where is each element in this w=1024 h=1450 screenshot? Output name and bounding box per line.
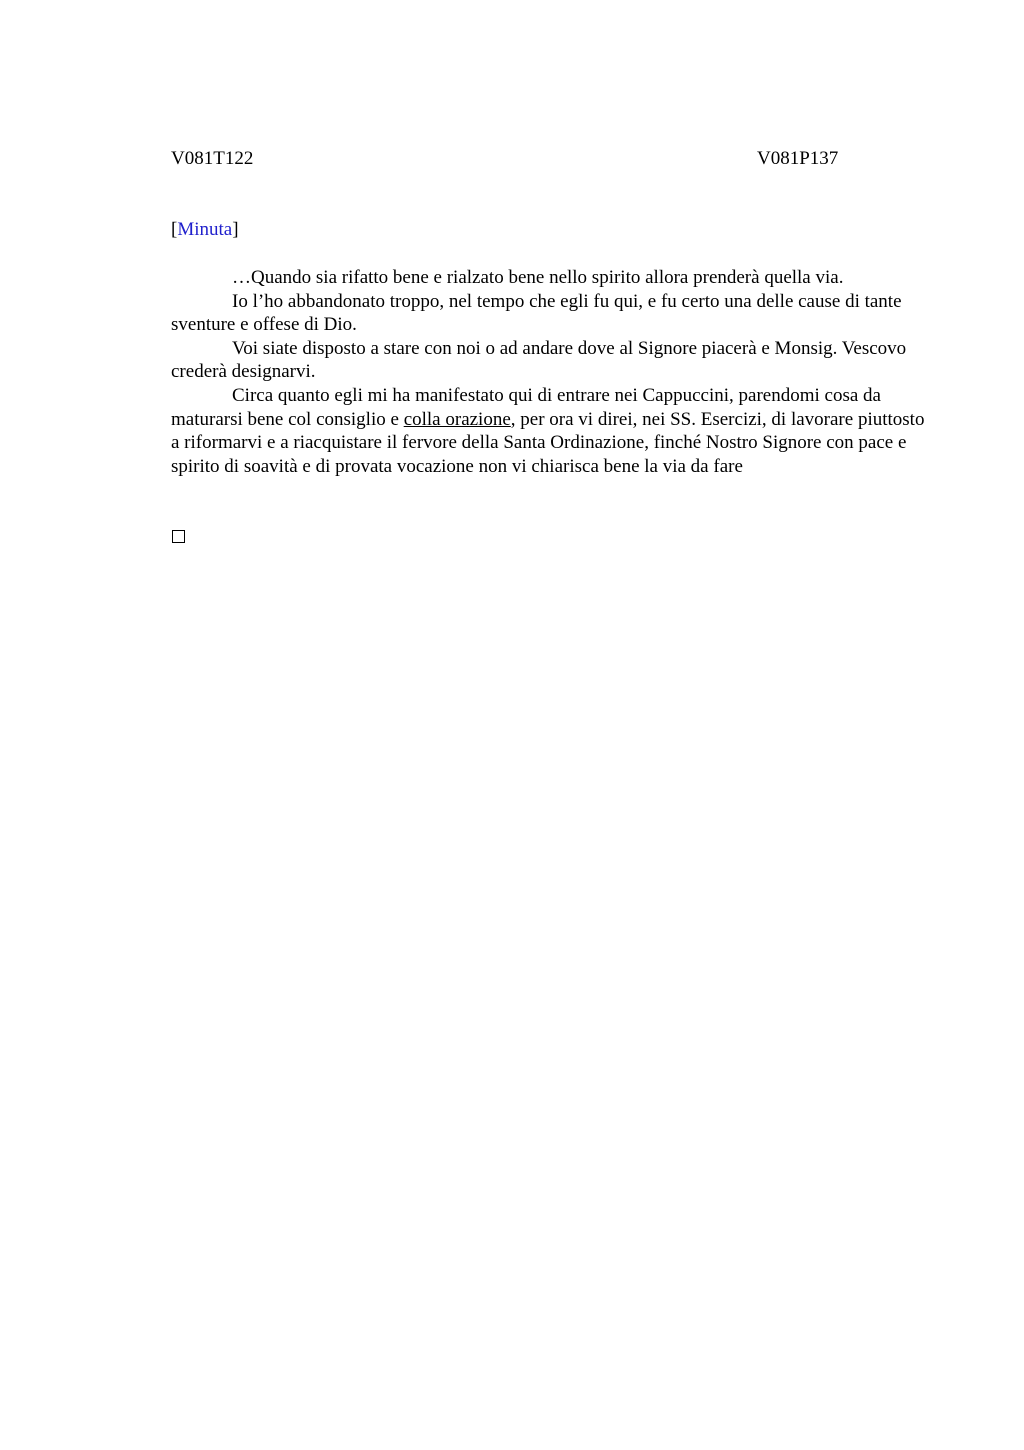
minuta-note bbox=[171, 218, 239, 242]
paragraph-2: Io l’ho abbandonato troppo, nel tempo che egli fu qui, e fu certo una delle cause di tante sventure e offese di Dio. bbox=[171, 290, 902, 336]
letter-body bbox=[171, 266, 931, 478]
paragraph-4-end: , per ora vi direi, nei SS. Esercizi, di lavorare piuttosto a riformarvi e a riacquistare il fervore della Santa Ordinazione, finché Nostro Signore con pace e spirito di soavità e di provata vocazione non vi chiarisca bene la via da fare bbox=[171, 408, 925, 477]
document-code-right: V081P137 bbox=[757, 148, 839, 169]
paragraph-4-start: Circa quanto egli mi ha manifestato qui di entrare nei Cappuccini, parendomi cosa da maturarsi bene col consiglio e bbox=[171, 384, 881, 430]
paragraph-1: …Quando sia rifatto bene e rialzato bene nello spirito allora prenderà quella via. bbox=[232, 267, 844, 288]
square-box-icon bbox=[172, 530, 185, 543]
underlined-phrase: colla orazione bbox=[403, 408, 511, 430]
document-code-left: V081T122 bbox=[171, 148, 254, 169]
minuta-link[interactable]: Minuta bbox=[177, 219, 233, 240]
paragraph-4 bbox=[171, 384, 931, 478]
bracket-open: [ bbox=[171, 219, 178, 240]
bracket-close: ] bbox=[232, 219, 239, 240]
paragraph-3: Voi siate disposto a stare con noi o ad andare dove al Signore piacerà e Monsig. Vescovo crederà designarvi. bbox=[171, 337, 907, 383]
